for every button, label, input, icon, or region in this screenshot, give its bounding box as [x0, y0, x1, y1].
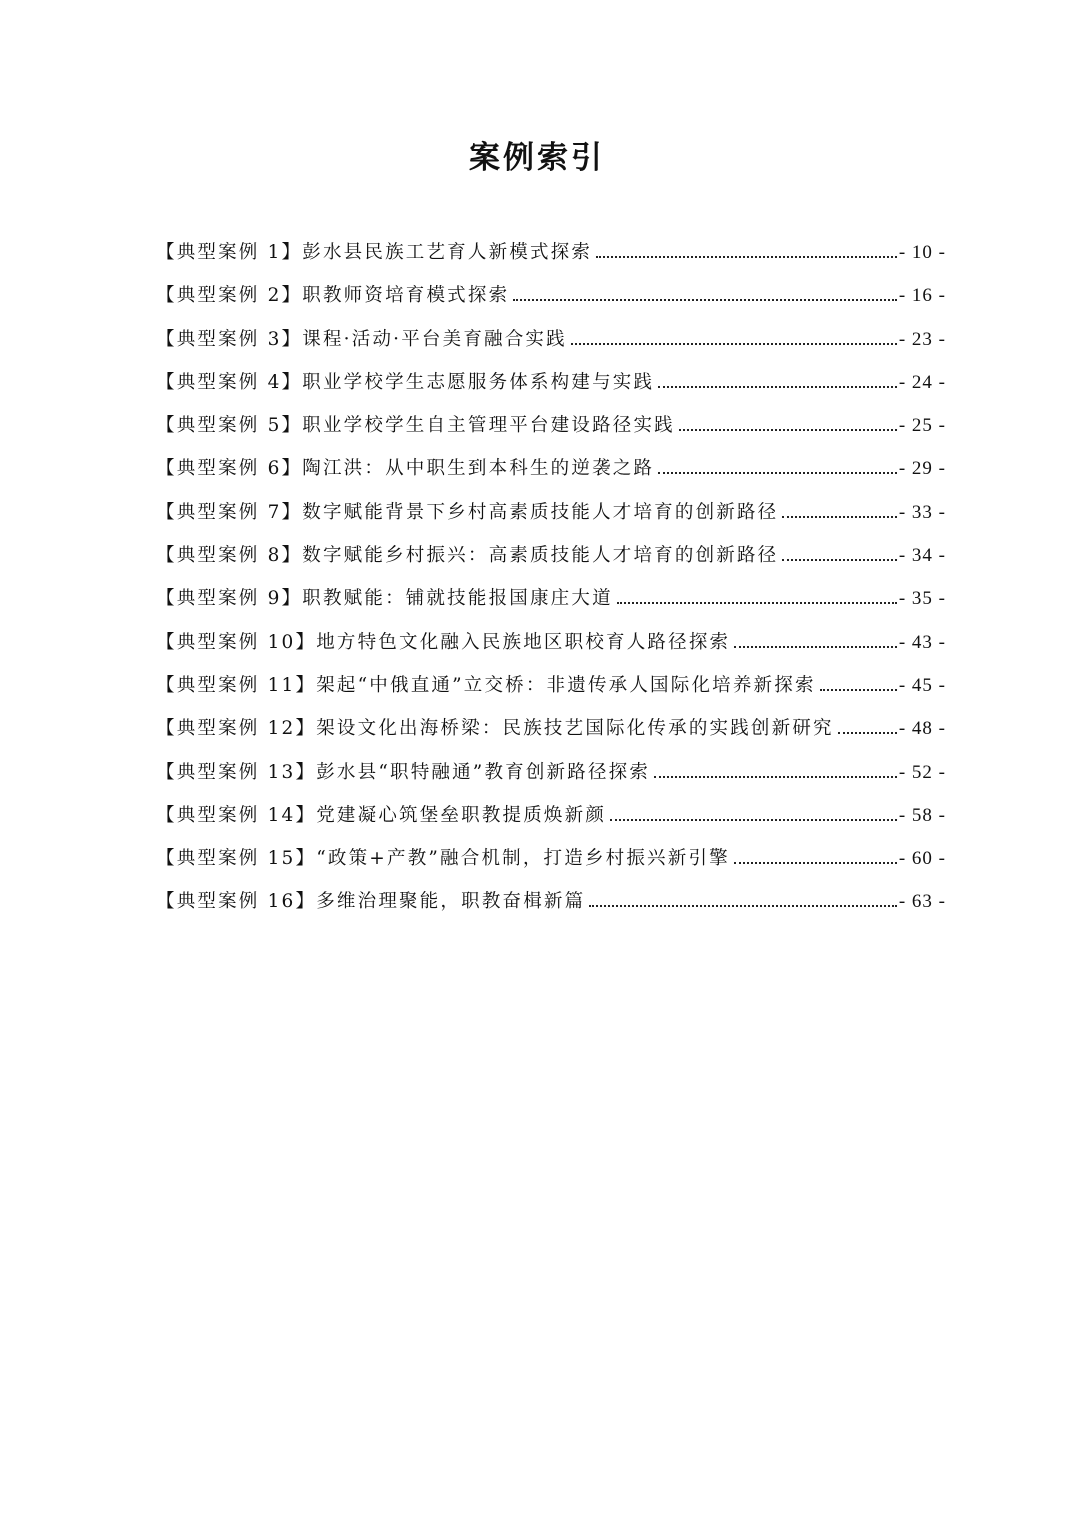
toc-entry[interactable] [156, 801, 946, 844]
toc-entry[interactable] [156, 411, 946, 454]
toc-entry-label: 【典型案例 2】 [156, 285, 303, 307]
toc-dot-leader [571, 342, 897, 345]
toc-entry-label: 【典型案例 10】 [156, 631, 317, 653]
toc-dot-leader [596, 255, 897, 258]
toc-dot-leader [658, 385, 897, 388]
toc-dot-leader [658, 471, 897, 474]
toc-entry-title: 彭水县民族工艺育人新模式探索 [302, 242, 593, 263]
toc-entry-title: 职教赋能：铺就技能报国康庄大道 [302, 588, 613, 610]
toc-entry-page: - 16 - [898, 285, 946, 307]
toc-dot-leader [617, 601, 897, 604]
toc-entry-title: 架设文化出海桥梁：民族技艺国际化传承的实践创新研究 [316, 718, 834, 740]
toc-dot-leader [838, 731, 897, 734]
toc-entry-label: 【典型案例 7】 [156, 501, 303, 523]
toc-dot-leader [589, 904, 897, 907]
toc-entry-title: “政策+产教”融合机制，打造乡村振兴新引擎 [316, 848, 730, 870]
toc-entry-label: 【典型案例 12】 [156, 718, 317, 740]
toc-entry-title: 课程·活动·平台美育融合实践 [302, 328, 567, 350]
toc-entry-label: 【典型案例 15】 [156, 848, 317, 870]
toc-entry-page: - 29 - [898, 458, 946, 480]
toc-entry[interactable] [156, 368, 946, 411]
toc-entry-title: 多维治理聚能，职教奋楫新篇 [316, 891, 586, 913]
toc-dot-leader [782, 558, 896, 561]
toc-entry-page: - 45 - [898, 674, 946, 696]
toc-entry-label: 【典型案例 8】 [156, 545, 303, 567]
toc-entry-label: 【典型案例 16】 [156, 891, 317, 913]
toc-dot-leader [734, 861, 897, 864]
toc-dot-leader [654, 775, 897, 778]
toc-entry[interactable] [156, 714, 946, 757]
toc-entry-title: 数字赋能背景下乡村高素质技能人才培育的创新路径 [302, 501, 779, 523]
toc-entry-title: 职教师资培育模式探索 [302, 285, 510, 307]
toc-entry-page: - 58 - [898, 804, 946, 826]
toc-entry[interactable] [156, 281, 946, 324]
toc-entry-page: - 23 - [898, 328, 946, 350]
toc-entry[interactable] [156, 758, 946, 801]
toc-entry-title: 数字赋能乡村振兴：高素质技能人才培育的创新路径 [302, 545, 779, 567]
toc-dot-leader [734, 645, 897, 648]
toc-entry-title: 彭水县“职特融通”教育创新路径探索 [316, 761, 651, 783]
toc-entry-label: 【典型案例 11】 [156, 674, 317, 696]
toc-entry-label: 【典型案例 9】 [156, 588, 303, 610]
toc-entry-page: - 63 - [898, 891, 946, 913]
toc-entry-page: - 60 - [898, 848, 946, 870]
toc-dot-leader [679, 428, 897, 431]
toc-dot-leader [513, 298, 897, 301]
toc-entry-label: 【典型案例 1】 [156, 242, 303, 263]
toc-entry-label: 【典型案例 6】 [156, 458, 303, 480]
toc-entry-page: - 43 - [898, 631, 946, 653]
toc-entry-title: 陶江洪：从中职生到本科生的逆袭之路 [302, 458, 655, 480]
toc-entry[interactable] [156, 238, 946, 281]
toc-entry[interactable] [156, 671, 946, 714]
toc-entry[interactable] [156, 541, 946, 584]
toc-entry-label: 【典型案例 14】 [156, 804, 317, 826]
toc-dot-leader [610, 818, 897, 821]
toc-entry-label: 【典型案例 4】 [156, 371, 303, 393]
toc-dot-leader [782, 515, 896, 518]
toc-entry-title: 党建凝心筑堡垒职教提质焕新颜 [316, 804, 607, 826]
toc-entry-page: - 34 - [898, 545, 946, 567]
toc-entry-label: 【典型案例 3】 [156, 328, 303, 350]
toc-entry-page: - 25 - [898, 415, 946, 437]
table-of-contents [156, 238, 946, 931]
toc-entry[interactable] [156, 498, 946, 541]
toc-entry-page: - 24 - [898, 371, 946, 393]
toc-entry-page: - 52 - [898, 761, 946, 783]
toc-dot-leader [820, 688, 897, 691]
toc-entry-label: 【典型案例 13】 [156, 761, 317, 783]
toc-entry-label: 【典型案例 5】 [156, 415, 303, 437]
toc-entry[interactable] [156, 844, 946, 887]
toc-entry[interactable] [156, 454, 946, 497]
toc-entry-title: 职业学校学生自主管理平台建设路径实践 [302, 415, 675, 437]
toc-entry-page: - 48 - [898, 718, 946, 740]
toc-entry-page: - 33 - [898, 501, 946, 523]
toc-entry[interactable] [156, 628, 946, 671]
toc-entry-title: 地方特色文化融入民族地区职校育人路径探索 [316, 631, 731, 653]
page-title: 案例索引 [469, 140, 605, 176]
toc-entry[interactable] [156, 584, 946, 627]
toc-entry-title: 架起“中俄直通”立交桥：非遗传承人国际化培养新探索 [316, 674, 816, 696]
toc-entry-title: 职业学校学生志愿服务体系构建与实践 [302, 371, 655, 393]
toc-entry[interactable] [156, 887, 946, 930]
toc-entry-page: - 10 - [898, 242, 946, 263]
toc-entry[interactable] [156, 325, 946, 368]
toc-entry-page: - 35 - [898, 588, 946, 610]
